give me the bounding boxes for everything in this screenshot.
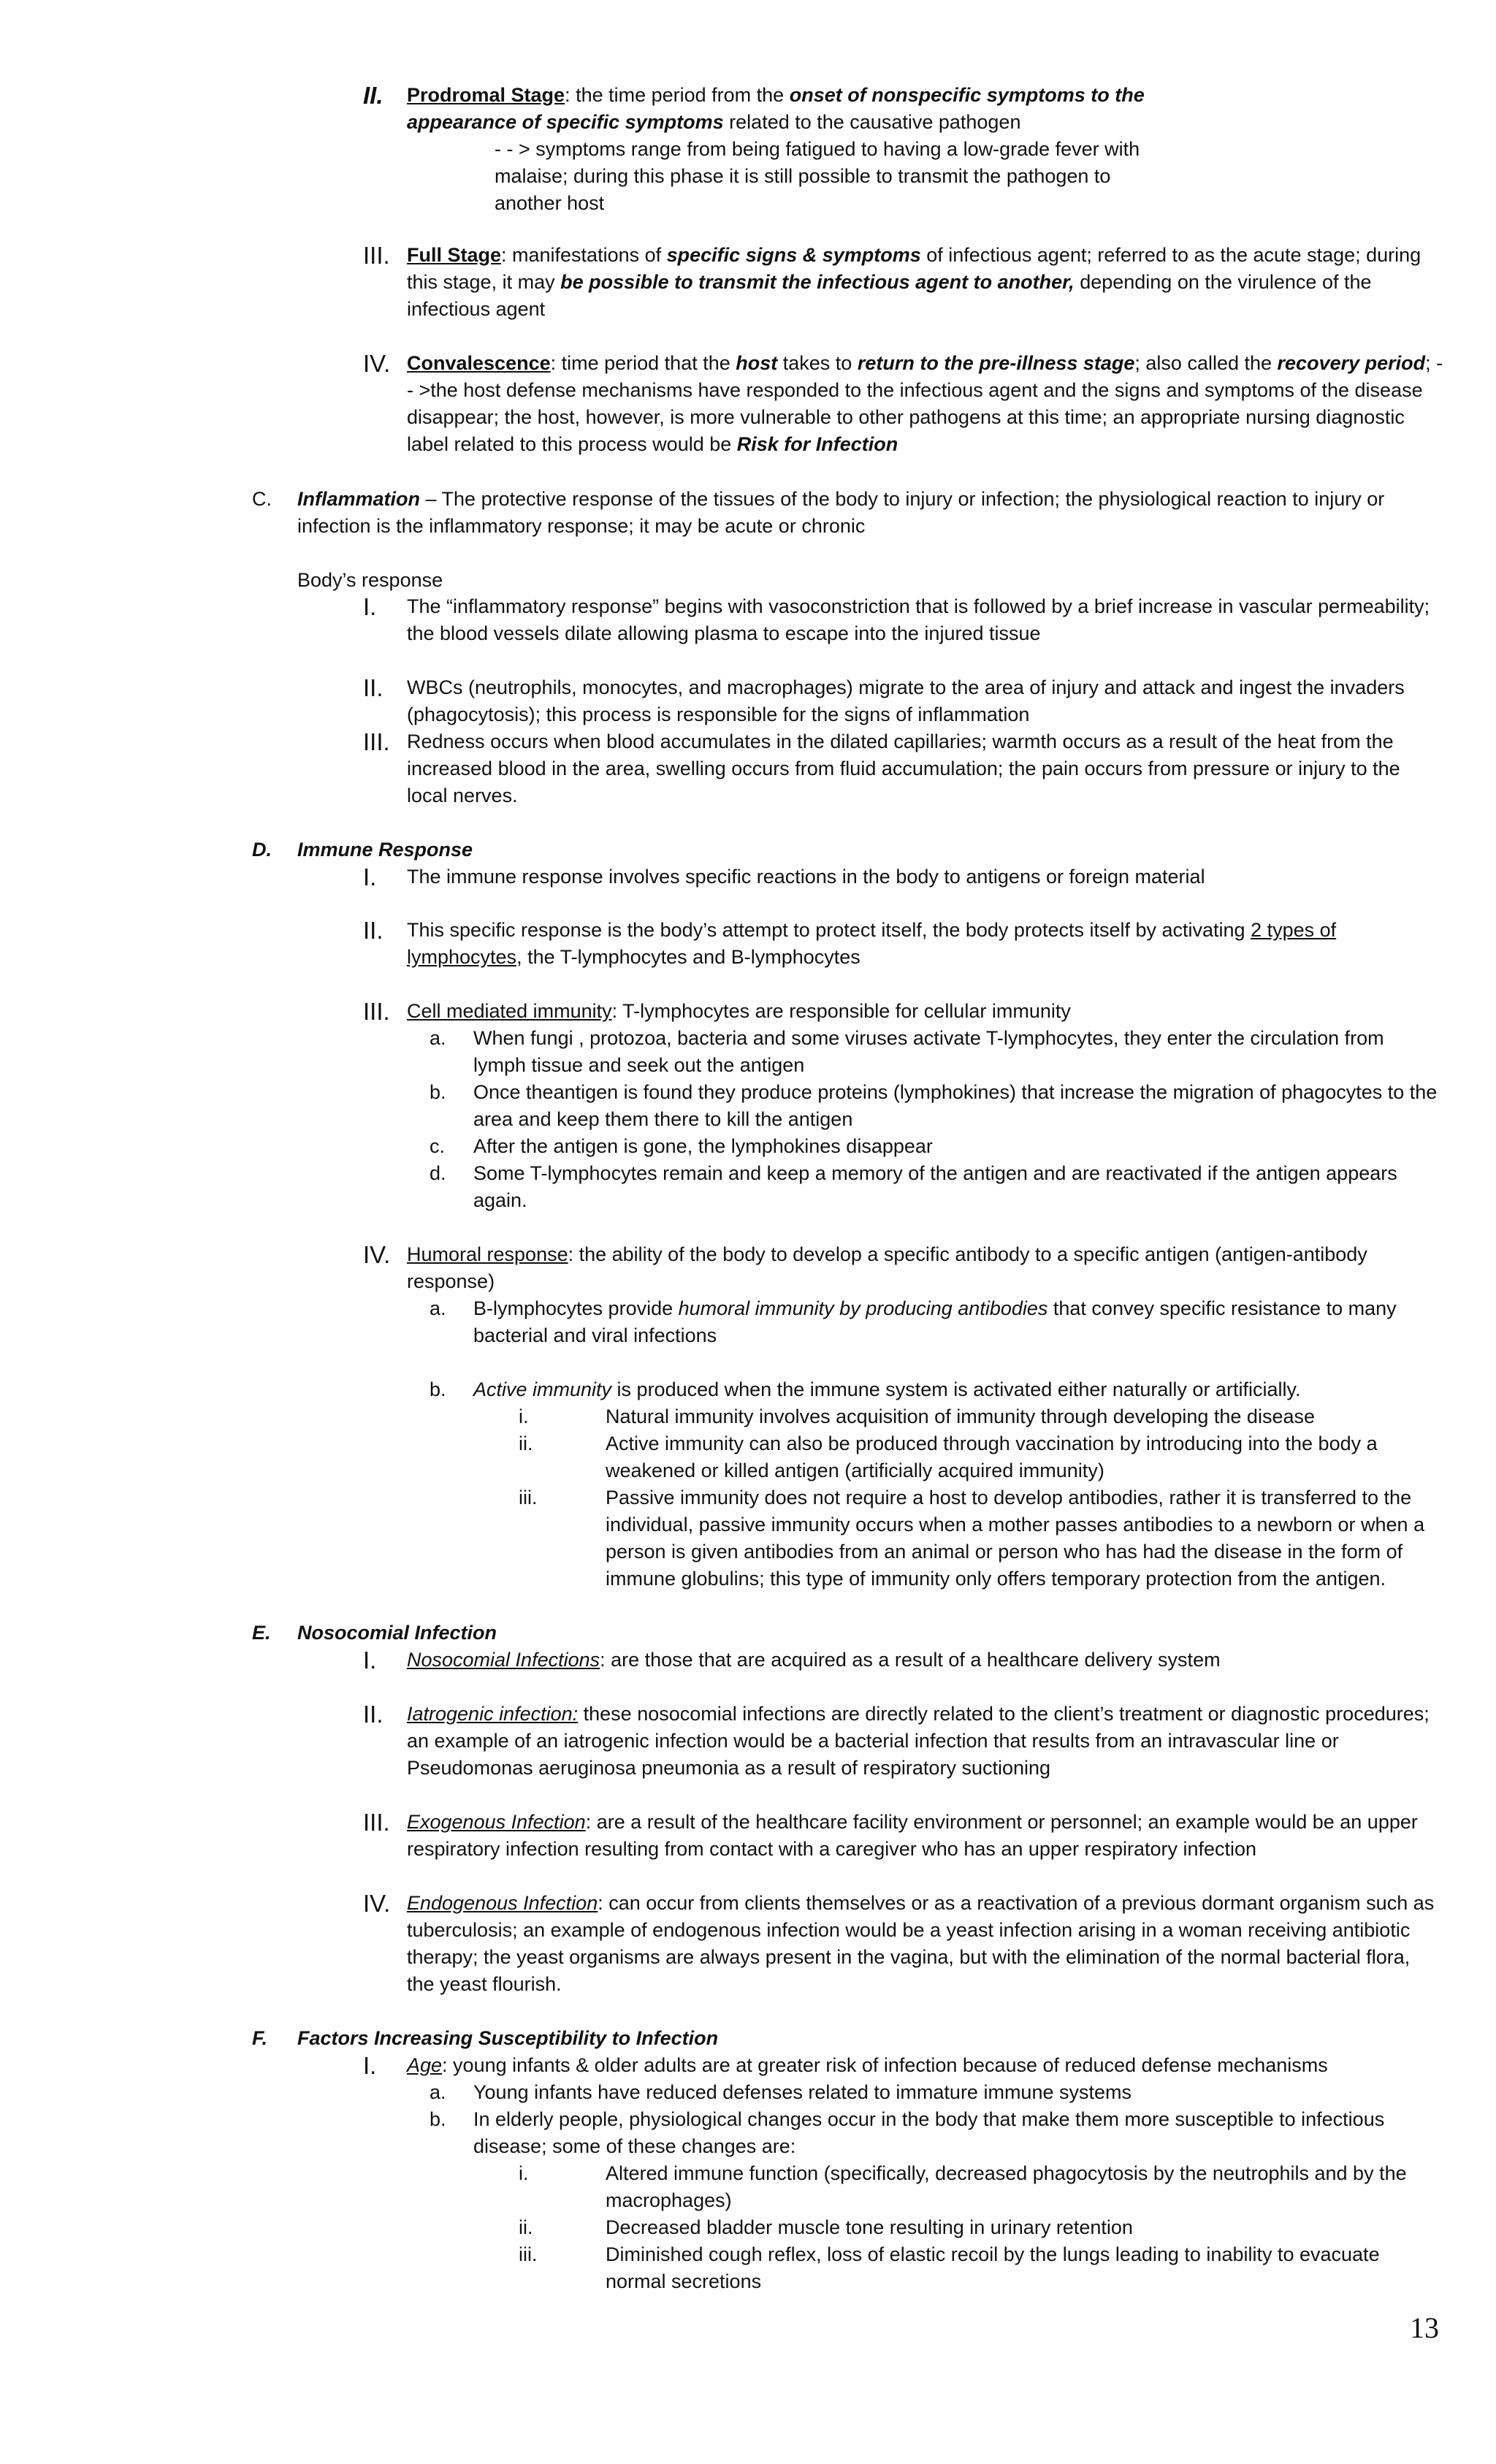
sub-item: Some T-lymphocytes remain and keep a memory of the antigen and are reactivated if the antigen appears again.: [473, 1162, 1397, 1211]
text-run: takes to: [777, 352, 858, 374]
text-run: that convey specific resistance to many bacterial and viral infections: [473, 1297, 1397, 1346]
roman-number: ii.: [519, 1433, 533, 1454]
inflammation-item: WBCs (neutrophils, monocytes, and macrophages) migrate to the area of injury and attack and ingest the invaders (phagocytosis); this process is responsible for the signs of inflammation: [407, 676, 1405, 725]
item-number: II.: [363, 917, 383, 944]
prodromal-stage-item: [407, 82, 1167, 136]
roman-number: iii.: [519, 2243, 538, 2265]
section-letter: E.: [252, 1622, 271, 1644]
item-number: II.: [363, 1701, 383, 1728]
term: Endogenous Infection: [407, 1892, 598, 1914]
term: Humoral response: [407, 1243, 568, 1265]
roman-number: i.: [519, 1405, 529, 1427]
text-run: is produced when the immune system is activated either naturally or artificially.: [611, 1378, 1301, 1400]
sub-item: After the antigen is gone, the lymphokines disappear: [473, 1135, 933, 1157]
term: Convalescence: [407, 352, 551, 374]
section-title: Factors Increasing Susceptibility to Infection: [297, 2027, 719, 2049]
sub-item: Young infants have reduced defenses related to immature immune systems: [473, 2081, 1131, 2103]
sub-letter: c.: [430, 1135, 446, 1157]
sub-letter: b.: [430, 1378, 446, 1400]
text-run: these nosocomial infections are directly related to the client’s treatment or diagnostic procedures; an example of an iatrogenic infection would be a bacterial infection that results from an intravascular line or Pseudomonas aeruginosa pneumonia as a result of respiratory suctioning: [407, 1703, 1430, 1779]
text-run: : the ability of the body to develop a specific antibody to a specific antigen (antigen-antibody response): [407, 1243, 1367, 1292]
sub-letter: a.: [430, 1027, 446, 1049]
text-run: This specific response is the body’s attempt to protect itself, the body protects itself by activating: [407, 919, 1251, 941]
term: Cell mediated immunity: [407, 1000, 612, 1022]
sub-item: [473, 1295, 1438, 1349]
iatrogenic-item: [407, 1701, 1437, 1782]
emphasis: specific signs & symptoms: [666, 244, 921, 266]
text-run: ; - - >the host defense mechanisms have responded to the infectious agent and the signs and symptoms of the disease disappear; the host, however, is more vulnerable to other pathogens at this time; an appropriate nursing diagnostic label related to this process would be: [407, 352, 1443, 455]
inflammation-item: Redness occurs when blood accumulates in the dilated capillaries; warmth occurs as a result of the heat from the increased blood in the area, swelling occurs from fluid accumulation; the pain occurs from pressure or injury to the local nerves.: [407, 731, 1400, 806]
text-run: : manifestations of: [501, 244, 667, 266]
sub-letter: b.: [430, 1081, 446, 1103]
emphasis: Risk for Infection: [736, 433, 898, 455]
item-number: II.: [363, 82, 383, 109]
section-inflammation: [297, 486, 1444, 540]
text-run: , the T-lymphocytes and B-lymphocytes: [516, 946, 860, 968]
section-title: Inflammation: [297, 488, 421, 510]
emphasis: humoral immunity by producing antibodies: [678, 1297, 1048, 1319]
sub-letter: d.: [430, 1162, 446, 1184]
cell-mediated-item: [407, 998, 1437, 1025]
sub-letter: a.: [430, 1297, 446, 1319]
text-run: ; also called the: [1134, 352, 1278, 374]
item-number: IV.: [363, 1890, 391, 1917]
roman-item: Diminished cough reflex, loss of elastic recoil by the lungs leading to inability to evacuate normal secretions: [606, 2243, 1380, 2292]
convalescence-item: [407, 350, 1444, 458]
age-item: [407, 2052, 1444, 2079]
sub-letter: a.: [430, 2081, 446, 2103]
emphasis: onset of nonspecific symptoms to the appearance of specific symptoms: [407, 84, 1145, 133]
inflammation-item: The “inflammatory response” begins with vasoconstriction that is followed by a brief increase in vascular permeability; the blood vessels dilate allowing plasma to escape into the injured tissue: [407, 595, 1430, 644]
emphasis: Active immunity: [473, 1378, 612, 1400]
item-number: I.: [363, 593, 377, 620]
page-number: 13: [1410, 2311, 1439, 2344]
item-number: IV.: [363, 350, 391, 377]
full-stage-item: [407, 242, 1437, 323]
humoral-item: [407, 1241, 1437, 1295]
immune-item: The immune response involves specific reactions in the body to antigens or foreign material: [407, 866, 1205, 888]
text-run: – The protective response of the tissues of the body to injury or infection; the physiological reaction to injury or infection is the inflammatory response; it may be acute or chronic: [297, 488, 1385, 537]
section-letter: C.: [252, 488, 272, 510]
prodromal-detail: - - > symptoms range from being fatigued to having a low-grade fever with malaise; during this phase it is still possible to transmit the pathogen to another host: [495, 138, 1140, 214]
emphasis: recovery period: [1277, 352, 1426, 374]
endogenous-item: [407, 1890, 1437, 1998]
section-letter: D.: [252, 839, 272, 861]
term: Age: [407, 2054, 443, 2076]
roman-number: ii.: [519, 2216, 533, 2238]
term: Iatrogenic infection:: [407, 1703, 579, 1725]
emphasis: return to the pre-illness stage: [857, 352, 1135, 374]
emphasis: host: [736, 352, 778, 374]
text-run: : are a result of the healthcare facility environment or personnel; an example would be an upper respiratory infection resulting from contact with a caregiver who has an upper respiratory infection: [407, 1811, 1418, 1860]
section-letter: F.: [252, 2027, 268, 2049]
item-number: I.: [363, 2052, 377, 2079]
sub-item: In elderly people, physiological changes occur in the body that make them more susceptible to infectious disease; some of these changes are:: [473, 2108, 1385, 2157]
sub-letter: b.: [430, 2108, 446, 2130]
exogenous-item: [407, 1809, 1437, 1863]
text-run: : T-lymphocytes are responsible for cellular immunity: [611, 1000, 1071, 1022]
sub-item: When fungi , protozoa, bacteria and some viruses activate T-lymphocytes, they enter the circulation from lymph tissue and seek out the antigen: [473, 1027, 1384, 1076]
immune-item: [407, 917, 1400, 971]
term: Prodromal Stage: [407, 84, 565, 106]
item-number: III.: [363, 728, 390, 755]
text-run: : young infants & older adults are at greater risk of infection because of reduced defense mechanisms: [442, 2054, 1328, 2076]
roman-number: iii.: [519, 1487, 538, 1508]
term: Full Stage: [407, 244, 502, 266]
nosocomial-item: [407, 1647, 1437, 1674]
roman-item: Altered immune function (specifically, decreased phagocytosis by the neutrophils and by the macrophages): [606, 2162, 1407, 2211]
item-number: III.: [363, 242, 390, 269]
text-run: related to the causative pathogen: [723, 111, 1021, 133]
text-run: of infectious agent; referred to as the acute stage; during this stage, it may: [407, 244, 1421, 293]
section-title: Immune Response: [297, 839, 473, 861]
item-number: II.: [363, 674, 383, 701]
section-title: Nosocomial Infection: [297, 1622, 497, 1644]
text-run: depending on the virulence of the infectious agent: [407, 271, 1372, 320]
text-run: B-lymphocytes provide: [473, 1297, 679, 1319]
item-number: IV.: [363, 1241, 391, 1268]
text-run: : can occur from clients themselves or as a reactivation of a previous dormant organism such as tuberculosis; an example of endogenous infection would be a yeast infection arising in a woman receiving antibiotic therapy; the yeast organisms are always present in the vagina, but with the elimination of the normal bacterial flora, the yeast flourish.: [407, 1892, 1435, 1995]
body-response-label: Body’s response: [297, 569, 443, 591]
term: Nosocomial Infections: [407, 1649, 600, 1671]
item-number: III.: [363, 998, 390, 1025]
item-number: III.: [363, 1809, 390, 1836]
sub-item: Once theantigen is found they produce proteins (lymphokines) that increase the migration of phagocytes to the area and keep them there to kill the antigen: [473, 1081, 1438, 1130]
sub-item: [473, 1376, 1438, 1403]
emphasis: be possible to transmit the infectious agent to another,: [560, 271, 1075, 293]
roman-item: Active immunity can also be produced through vaccination by introducing into the body a weakened or killed antigen (artificially acquired immunity): [606, 1433, 1378, 1481]
text-run: : are those that are acquired as a result of a healthcare delivery system: [600, 1649, 1221, 1671]
roman-number: i.: [519, 2162, 529, 2184]
term: Exogenous Infection: [407, 1811, 586, 1833]
underlined-text: 2 types of lymphocytes: [407, 919, 1337, 968]
roman-item: Natural immunity involves acquisition of immunity through developing the disease: [606, 1405, 1315, 1427]
text-run: : time period that the: [550, 352, 736, 374]
item-number: I.: [363, 1647, 377, 1674]
item-number: I.: [363, 863, 377, 890]
text-run: : the time period from the: [565, 84, 790, 106]
roman-item: Decreased bladder muscle tone resulting in urinary retention: [606, 2216, 1133, 2238]
roman-item: Passive immunity does not require a host to develop antibodies, rather it is transferred to the individual, passive immunity occurs when a mother passes antibodies to a newborn or when a person is given antibodies from an animal or person who has had the disease in the form of immune globulins; this type of immunity only offers temporary protection from the antigen.: [606, 1487, 1425, 1590]
